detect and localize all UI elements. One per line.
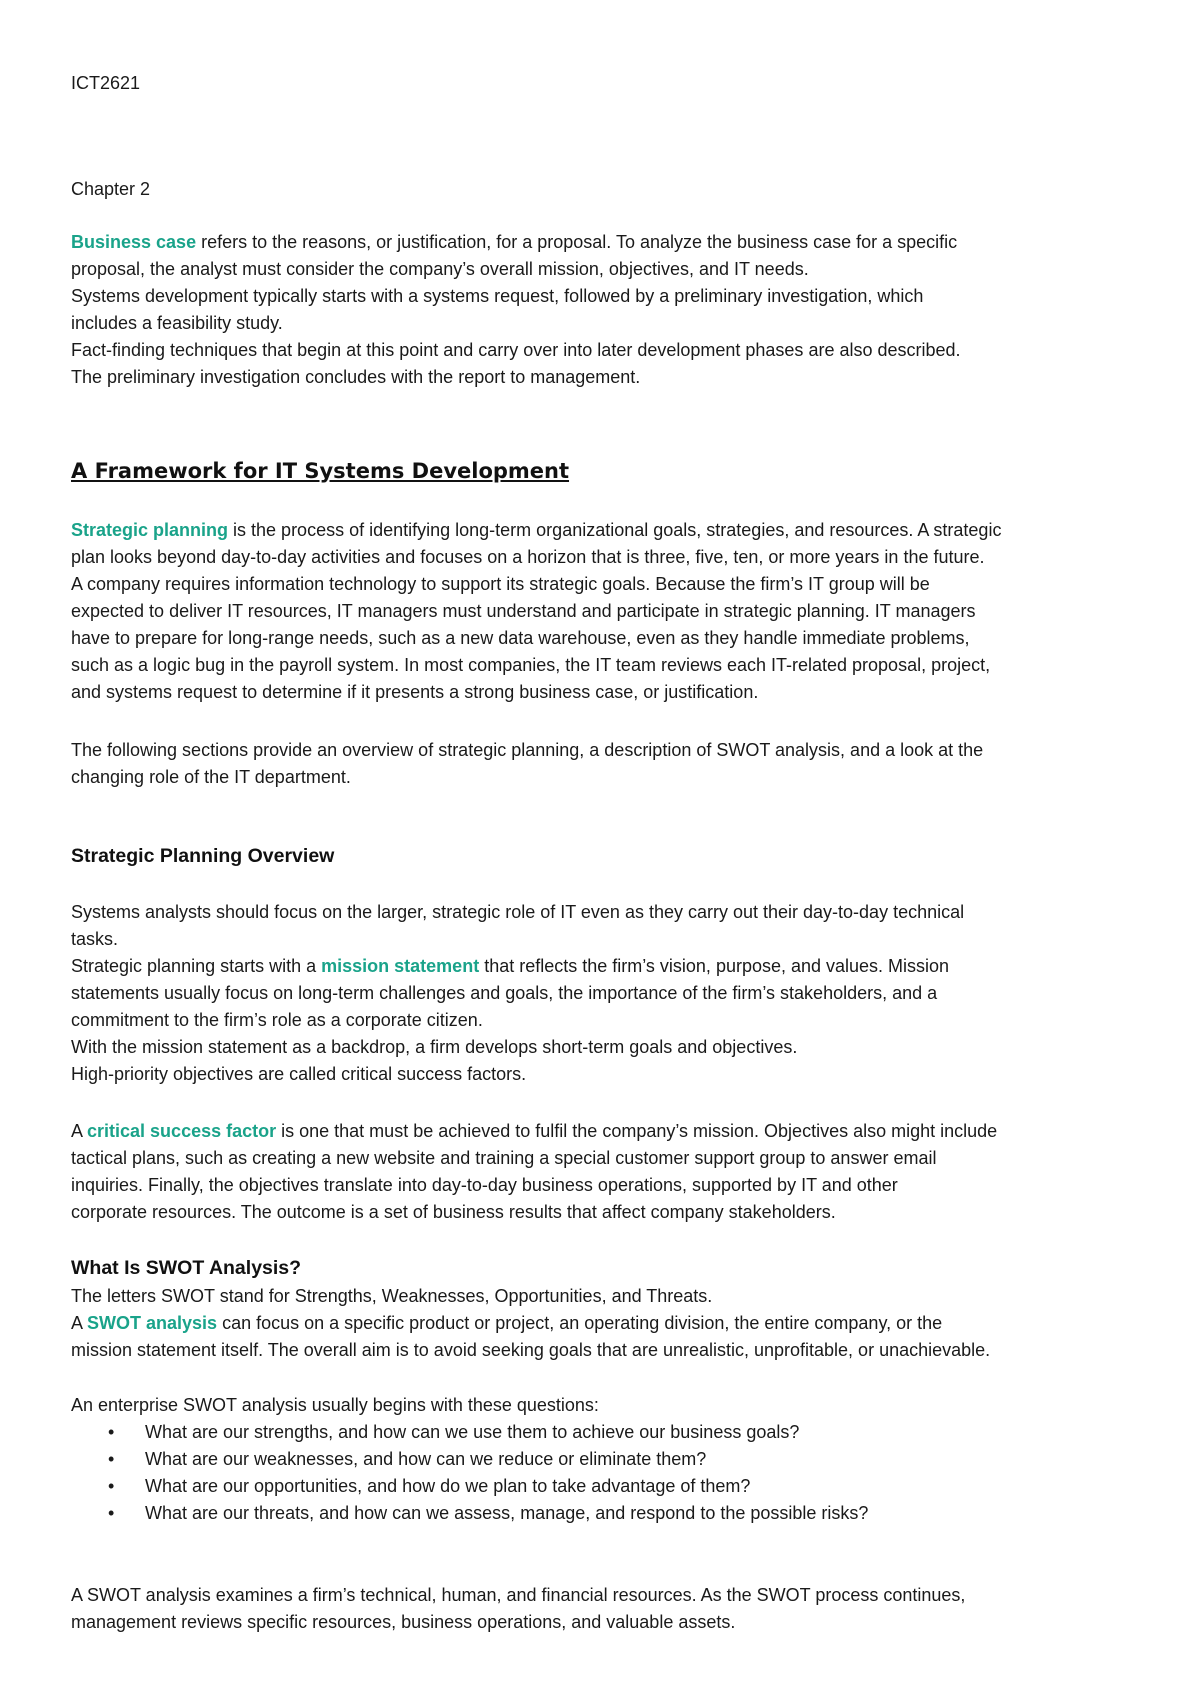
course-code: ICT2621: [71, 73, 141, 93]
swot-heading: What Is SWOT Analysis?: [71, 1257, 302, 1279]
keyword-business-case: Business case: [71, 232, 197, 252]
overview-heading: Strategic Planning Overview: [71, 845, 335, 867]
framework-heading: A Framework for IT Systems Development: [71, 459, 570, 483]
chapter-label: Chapter 2: [71, 179, 151, 199]
swot-questions: An enterprise SWOT analysis usually begins with these questions: • What are our strengths, and how can we use them to achieve our business goals? • What are our weaknesses, and how can we reduce or eliminate them? • What are our opportunities, and how do we plan to take advantage of them? • What are our threats, and how can we assess, manage, and respond to the possible risks?: [71, 1392, 1121, 1527]
intro-line-3: Systems development typically starts with a systems request, followed by a preliminary investigation, which: [71, 286, 924, 306]
intro-line-6: The preliminary investigation concludes with the report to management.: [71, 367, 641, 387]
intro-line-5: Fact-finding techniques that begin at this point and carry over into later development phases are also described.: [71, 340, 961, 360]
keyword-swot-analysis: SWOT analysis: [87, 1313, 218, 1333]
list-item: • What are our opportunities, and how do we plan to take advantage of them?: [71, 1473, 1121, 1500]
framework-paragraph-1: Strategic planning is the process of identifying long-term organizational goals, strategies, and resources. A strategic plan looks beyond day-to-day activities and focuses on a horizon that is three, five, ten, or more years in the future. A company requires information technology to support its strategic goals. Because the firm’s IT group will be expected to deliver IT resources, IT managers must understand and participate in strategic planning. IT managers have to prepare for long-range needs, such as a new data warehouse, even as they handle immediate problems, such as a logic bug in the payroll system. In most companies, the IT team reviews each IT-related proposal, project, and systems request to determine if it presents a strong business case, or justification.: [71, 517, 1121, 706]
question-list: [71, 1419, 1121, 1527]
framework-paragraph-2: The following sections provide an overview of strategic planning, a description of SWOT analysis, and a look at the changing role of the IT department.: [71, 740, 984, 787]
bullet-icon: •: [108, 1503, 115, 1523]
overview-paragraph: Systems analysts should focus on the larger, strategic role of IT even as they carry out their day-to-day technical tasks. Strategic planning starts with a mission statement that reflects the firm’s vision, purpose, and values. Mission statements usually focus on long-term challenges and goals, the importance of the firm’s stakeholders, and a commitment to the firm’s role as a corporate citizen. With the mission statement as a backdrop, a firm develops short-term goals and objectives. High-priority objectives are called critical success factors.: [71, 902, 965, 1084]
bullet-icon: •: [108, 1476, 115, 1496]
swot-paragraph: The letters SWOT stand for Strengths, Weaknesses, Opportunities, and Threats. A SWOT analysis can focus on a specific product or project, an operating division, the entire company, or the mission statement itself. The overall aim is to avoid seeking goals that are unrealistic, unprofitable, or unachievable.: [71, 1286, 991, 1360]
bullet-icon: •: [108, 1449, 115, 1469]
list-item: • What are our threats, and how can we assess, manage, and respond to the possible risks?: [71, 1500, 1121, 1527]
keyword-critical-success-factor: critical success factor: [87, 1121, 277, 1141]
keyword-strategic-planning: Strategic planning: [71, 520, 229, 540]
intro-line-1: Business case refers to the reasons, or justification, for a proposal. To analyze the business case for a specific: [71, 232, 958, 252]
intro-paragraph: [71, 229, 1121, 391]
bullet-icon: •: [108, 1422, 115, 1442]
swot-closing-paragraph: A SWOT analysis examines a firm’s technical, human, and financial resources. As the SWOT process continues, management reviews specific resources, business operations, and valuable assets.: [71, 1585, 966, 1632]
intro-line-2: proposal, the analyst must consider the company’s overall mission, objectives, and IT needs.: [71, 259, 809, 279]
csf-paragraph: A critical success factor is one that must be achieved to fulfil the company’s mission. Objectives also might include tactical plans, such as creating a new website and training a special customer support group to answer email inquiries. Finally, the objectives translate into day-to-day business operations, supported by IT and other corporate resources. The outcome is a set of business results that affect company stakeholders.: [71, 1121, 998, 1222]
intro-line-4: includes a feasibility study.: [71, 313, 283, 333]
list-item: • What are our weaknesses, and how can we reduce or eliminate them?: [71, 1446, 1121, 1473]
keyword-mission-statement: mission statement: [321, 956, 480, 976]
framework-line-1: Strategic planning is the process of identifying long-term organizational goals, strategies, and resources. A strategic: [71, 520, 1002, 540]
list-item: • What are our strengths, and how can we use them to achieve our business goals?: [71, 1419, 1121, 1446]
